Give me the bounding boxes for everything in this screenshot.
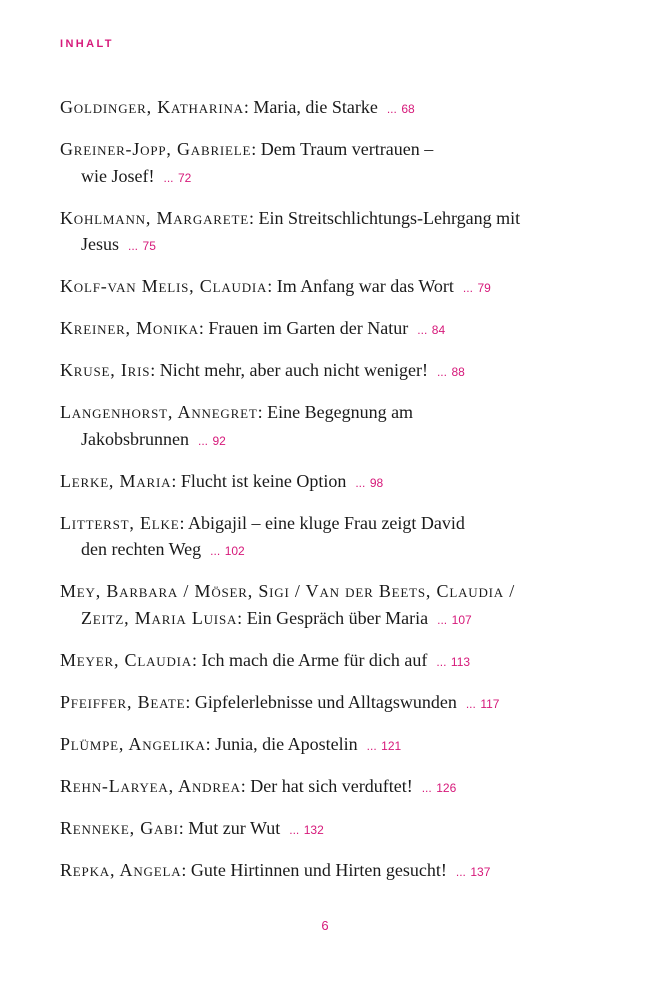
entry-title: Im Anfang war das Wort: [276, 276, 454, 296]
entry-title: Der hat sich verduftet!: [250, 775, 413, 796]
entry-title: Ein Streitschlichtungs-Lehrgang mit: [258, 207, 521, 228]
entry-author: Rehn-Laryea, Andrea: [60, 775, 241, 796]
entry-title-continued: den rechten Weg: [81, 539, 202, 559]
toc-entry: Kreiner, Monika: Frauen im Garten der Natur ... 84: [60, 318, 446, 338]
toc-entry: Greiner-Jopp, Gabriele: Dem Traum vertrauen – wie Josef! ... 72: [60, 136, 600, 191]
toc-entry: Renneke, Gabi: Mut zur Wut ... 132: [60, 817, 324, 838]
entry-page-number: 137: [470, 864, 491, 879]
entry-author: Litterst, Elke: [60, 512, 180, 533]
entry-dots: ...: [455, 864, 466, 879]
entry-dots: ...: [421, 780, 432, 795]
entry-page-number: 121: [381, 738, 402, 753]
entry-page-number: 117: [480, 696, 500, 711]
entry-page-number: 126: [436, 780, 457, 795]
toc-entry: Lerke, Maria: Flucht ist keine Option ... 98: [60, 470, 384, 491]
entry-page-number: 132: [303, 822, 324, 837]
toc-entry: Kolf-van Melis, Claudia: Im Anfang war das Wort ... 79: [60, 276, 491, 296]
section-label: INHALT: [60, 38, 114, 50]
entry-title: Abigajil – eine kluge Frau zeigt David: [187, 512, 465, 533]
entry-page-number: 102: [224, 544, 245, 558]
entry-dots: ...: [465, 696, 476, 711]
toc-entry: Repka, Angela: Gute Hirtinnen und Hirten gesucht! ... 137: [60, 859, 491, 880]
entry-dots: ...: [355, 475, 366, 490]
entry-title: Flucht ist keine Option: [180, 470, 347, 491]
entry-author: Renneke, Gabi: [60, 817, 179, 838]
entry-author: Kruse, Iris: [60, 360, 151, 380]
entry-dots: ...: [437, 612, 448, 627]
entry-author: Plümpe, Angelika: [60, 733, 206, 754]
entry-continuation: [60, 163, 600, 192]
entry-title: Frauen im Garten der Natur: [208, 318, 409, 338]
entry-author: Kreiner, Monika: [60, 318, 199, 338]
page-number: 6: [321, 918, 329, 933]
entry-page-number: 84: [431, 323, 446, 337]
entry-continuation: [60, 536, 600, 565]
entry-page-number: 88: [451, 365, 465, 379]
toc-entry: Plümpe, Angelika: Junia, die Apostelin ... 121: [60, 733, 402, 754]
toc-entry: Rehn-Laryea, Andrea: Der hat sich verduftet! ... 126: [60, 775, 457, 796]
entry-page-number: 72: [178, 170, 192, 185]
entry-author: Meyer, Claudia: [60, 649, 192, 670]
entry-dots: ...: [436, 654, 447, 669]
entry-author-continued: Zeitz, Maria Luisa: [81, 607, 238, 628]
entry-author: Pfeiffer, Beate: [60, 691, 186, 712]
entry-page-number: 68: [401, 102, 415, 116]
entry-continuation: [60, 231, 600, 260]
entry-title: Gipfelerlebnisse und Alltagswunden: [194, 691, 457, 712]
entry-title: Mut zur Wut: [188, 817, 281, 838]
entry-continuation: Zeitz, Maria Luisa: Ein Gespräch über Maria ... 107: [81, 607, 472, 628]
toc-entry: Langenhorst, Annegret: Eine Begegnung am Jakobsbrunnen ... 92: [60, 399, 600, 454]
entry-title: Junia, die Apostelin: [215, 733, 358, 754]
entry-page-number: 92: [212, 433, 226, 448]
entry-title: Maria, die Starke: [253, 97, 378, 117]
entry-page-number: 113: [450, 654, 471, 669]
toc-entry: Meyer, Claudia: Ich mach die Arme für dich auf ... 113: [60, 649, 471, 670]
entry-page-number: 75: [142, 239, 156, 253]
entry-author: Repka, Angela: [60, 859, 182, 880]
entry-dots: ...: [197, 433, 208, 448]
entry-author: Greiner-Jopp, Gabriele: [60, 139, 252, 159]
entry-author: Langenhorst, Annegret: [60, 402, 258, 422]
entry-title: Eine Begegnung am: [267, 402, 414, 422]
toc-entry: [60, 578, 600, 633]
table-of-contents: [60, 94, 600, 899]
toc-entry: Pfeiffer, Beate: Gipfelerlebnisse und Alltagswunden ... 117: [60, 691, 500, 712]
entry-dots: ...: [462, 281, 473, 295]
entry-dots: ...: [386, 102, 397, 116]
toc-entry: Kruse, Iris: Nicht mehr, aber auch nicht weniger! ... 88: [60, 360, 465, 380]
entry-dots: ...: [163, 170, 174, 185]
toc-entry: Kohlmann, Margarete: Ein Streitschlichtungs-Lehrgang mit Jesus ... 75: [60, 205, 600, 260]
entry-author: Kolf-van Melis, Claudia: [60, 276, 268, 296]
entry-dots: ...: [289, 822, 300, 837]
toc-entry: Litterst, Elke: Abigajil – eine kluge Frau zeigt David den rechten Weg ... 102: [60, 510, 600, 565]
entry-dots: ...: [128, 239, 139, 253]
entry-author: Goldinger, Katharina: [60, 97, 244, 117]
entry-title-continued: Jesus: [81, 234, 120, 254]
entry-title-continued: Jakobsbrunnen: [81, 428, 189, 449]
entry-title: Nicht mehr, aber auch nicht weniger!: [159, 360, 428, 380]
entry-title: Ich mach die Arme für dich auf: [201, 649, 428, 670]
entry-author: Kohlmann, Margarete: [60, 207, 249, 228]
entry-author: Lerke, Maria: [60, 470, 172, 491]
entry-dots: ...: [436, 365, 447, 379]
entry-page-number: 79: [477, 281, 491, 295]
toc-entry: Goldinger, Katharina: Maria, die Starke ... 68: [60, 97, 415, 117]
entry-continuation: [60, 426, 600, 455]
entry-title: Gute Hirtinnen und Hirten gesucht!: [190, 859, 447, 880]
entry-title-continued: Ein Gespräch über Maria: [246, 607, 429, 628]
entry-author: Mey, Barbara / Möser, Sigi / Van der Beets, Claudia /: [60, 581, 516, 601]
entry-dots: ...: [210, 544, 221, 558]
entry-dots: ...: [366, 738, 377, 753]
entry-title-continued: wie Josef!: [81, 165, 155, 186]
entry-page-number: 98: [369, 475, 384, 490]
entry-page-number: 107: [451, 612, 472, 627]
entry-title: Dem Traum vertrauen –: [260, 139, 434, 159]
entry-dots: ...: [417, 323, 428, 337]
